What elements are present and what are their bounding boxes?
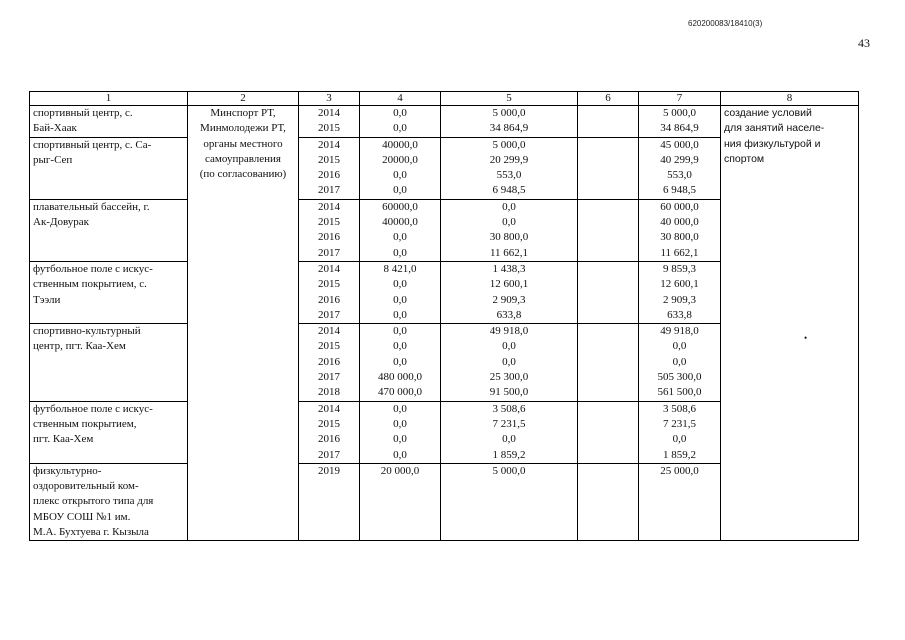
executor-cell — [188, 106, 299, 541]
cell-line: Минмолодежи РТ, — [200, 122, 286, 135]
cell-line: 6 948,5 — [663, 184, 696, 197]
object-name-cell — [30, 199, 188, 261]
amount-cell — [360, 137, 441, 199]
object-name-cell — [30, 137, 188, 199]
cell-line — [581, 277, 635, 292]
table-row — [30, 106, 859, 138]
cell-line: 49 918,0 — [489, 325, 529, 338]
cell-line: 30 800,0 — [489, 231, 529, 244]
cell-line: 60000,0 — [382, 200, 418, 213]
cell-line: 2016 — [318, 355, 340, 368]
cell-line — [581, 183, 635, 198]
cell-line: 91 500,0 — [489, 386, 529, 399]
amount-cell — [578, 324, 639, 401]
cell-line: 2014 — [318, 107, 340, 119]
amount-cell — [441, 324, 578, 401]
cell-line: 12 600,1 — [489, 278, 529, 291]
cell-line: 34 864,9 — [660, 122, 699, 135]
cell-line: футбольное поле с искус- — [33, 402, 153, 415]
cell-line: плекс открытого типа для — [33, 495, 154, 508]
header-cell: 7 — [639, 92, 721, 106]
cell-line — [581, 168, 635, 183]
cell-line: 0,0 — [393, 278, 407, 291]
cell-line — [581, 370, 635, 385]
cell-line: Бай-Хаак — [33, 122, 77, 135]
object-name-cell — [30, 106, 188, 138]
cell-line: спортивный центр, с. Са- — [33, 138, 152, 151]
cell-line: органы местного — [203, 137, 283, 150]
total-cell — [639, 401, 721, 463]
amount-cell — [441, 106, 578, 138]
cell-line — [581, 121, 635, 136]
amount-cell — [441, 261, 578, 323]
cell-line: 0,0 — [393, 355, 407, 368]
cell-line: 0,0 — [393, 231, 407, 244]
cell-line: 2016 — [318, 231, 340, 244]
cell-line — [581, 448, 635, 463]
cell-line: оздоровительный ком- — [33, 480, 139, 493]
cell-line: Ак-Довурак — [33, 216, 89, 229]
amount-cell — [578, 137, 639, 199]
cell-line: 0,0 — [672, 340, 687, 353]
total-cell — [639, 106, 721, 138]
cell-line: ния физкультурой и — [724, 137, 821, 150]
cell-line — [581, 339, 635, 354]
cell-line — [581, 153, 635, 168]
header-cell: 5 — [441, 92, 578, 106]
cell-line: 505 300,0 — [657, 371, 702, 384]
year-cell — [299, 261, 360, 323]
cell-line: 2015 — [318, 417, 340, 430]
amount-cell — [578, 261, 639, 323]
cell-line — [581, 293, 635, 308]
cell-line: 0,0 — [393, 325, 407, 338]
cell-line: 2015 — [318, 153, 340, 166]
cell-line: 480 000,0 — [378, 371, 422, 384]
cell-line: М.А. Бухтуева г. Кызыла — [33, 526, 149, 539]
cell-line: 0,0 — [502, 433, 516, 446]
object-name-cell — [30, 463, 188, 540]
cell-line: самоуправления — [205, 152, 281, 165]
header-cell: 8 — [721, 92, 859, 106]
cell-line: 40 299,9 — [660, 153, 699, 166]
cell-line — [581, 230, 635, 245]
amount-cell — [578, 401, 639, 463]
cell-line: 633,8 — [496, 308, 522, 321]
cell-line: 0,0 — [502, 340, 516, 353]
cell-line: 2014 — [318, 325, 340, 338]
cell-line: 0,0 — [393, 169, 407, 182]
cell-line: 5 000,0 — [492, 464, 526, 477]
page-number: 43 — [858, 36, 870, 50]
cell-line: 1 438,3 — [492, 262, 526, 275]
amount-cell — [441, 401, 578, 463]
cell-line — [581, 417, 635, 432]
object-name-cell — [30, 401, 188, 463]
amount-cell — [578, 199, 639, 261]
cell-line: 2014 — [318, 402, 340, 415]
cell-line: 0,0 — [393, 184, 407, 197]
cell-line: 20 000,0 — [380, 464, 420, 477]
cell-line: 40000,0 — [382, 216, 418, 229]
cell-line: 0,0 — [393, 122, 407, 135]
cell-line: Минспорт РТ, — [210, 107, 276, 119]
cell-line: 9 859,3 — [663, 262, 696, 275]
amount-cell — [578, 106, 639, 138]
cell-line: 7 231,5 — [663, 417, 696, 430]
cell-line — [581, 464, 635, 479]
object-name-cell — [30, 324, 188, 401]
cell-line: 2015 — [318, 340, 340, 353]
document-id: 620200083/18410(3) — [688, 19, 763, 28]
amount-cell — [360, 261, 441, 323]
cell-line: спортивный центр, с. — [33, 107, 133, 119]
header-cell: 4 — [360, 92, 441, 106]
amount-cell — [441, 137, 578, 199]
amount-cell — [441, 463, 578, 540]
cell-line: 5 000,0 — [492, 107, 526, 119]
cell-line: 2017 — [318, 371, 340, 384]
cell-line — [581, 324, 635, 339]
cell-line: спортом — [724, 152, 765, 165]
header-cell: 1 — [30, 92, 188, 106]
cell-line: 2015 — [318, 216, 340, 229]
cell-line: 7 231,5 — [492, 417, 526, 430]
amount-cell — [360, 401, 441, 463]
cell-line: 45 000,0 — [660, 138, 699, 151]
cell-line — [581, 262, 635, 277]
year-cell — [299, 463, 360, 540]
year-cell — [299, 324, 360, 401]
cell-line: физкультурно- — [33, 464, 102, 477]
amount-cell — [360, 324, 441, 401]
cell-line: 1 859,2 — [492, 448, 526, 461]
cell-line: рыг-Сеп — [33, 153, 73, 166]
cell-line: 2014 — [318, 200, 340, 213]
header-cell: 3 — [299, 92, 360, 106]
cell-line: 0,0 — [393, 433, 407, 446]
program-table — [29, 91, 859, 541]
cell-line: 470 000,0 — [378, 386, 422, 399]
cell-line: 2018 — [318, 386, 340, 399]
cell-line: 5 000,0 — [663, 107, 696, 119]
cell-line: 12 600,1 — [660, 278, 699, 291]
cell-line: ственным покрытием, с. — [33, 278, 147, 291]
cell-line: 20 299,9 — [489, 153, 529, 166]
cell-line: 2016 — [318, 169, 340, 182]
cell-line — [581, 138, 635, 153]
cell-line: 30 800,0 — [660, 231, 699, 244]
cell-line: 0,0 — [502, 355, 516, 368]
cell-line: 3 508,6 — [492, 402, 526, 415]
header-row — [30, 92, 859, 106]
cell-line: 0,0 — [393, 402, 407, 415]
cell-line: 20000,0 — [382, 153, 418, 166]
cell-line: 0,0 — [393, 448, 407, 461]
cell-line: 0,0 — [393, 293, 407, 306]
cell-line: 0,0 — [393, 308, 407, 321]
cell-line: МБОУ СОШ №1 им. — [33, 510, 131, 523]
scan-mark: • — [804, 333, 808, 343]
year-cell — [299, 401, 360, 463]
cell-line: футбольное поле с искус- — [33, 262, 153, 275]
cell-line: 25 300,0 — [489, 371, 529, 384]
cell-line: 40 000,0 — [660, 216, 699, 229]
cell-line — [581, 432, 635, 447]
purpose-cell — [721, 106, 859, 541]
cell-line: 8 421,0 — [383, 262, 417, 275]
cell-line — [581, 246, 635, 261]
cell-line: 5 000,0 — [492, 138, 526, 151]
cell-line: 2016 — [318, 293, 340, 306]
cell-line: 0,0 — [393, 107, 407, 119]
cell-line: 2015 — [318, 278, 340, 291]
cell-line: 0,0 — [393, 340, 407, 353]
header-cell: 6 — [578, 92, 639, 106]
cell-line: 25 000,0 — [660, 464, 699, 477]
cell-line — [581, 308, 635, 323]
header-cell: 2 — [188, 92, 299, 106]
cell-line: 0,0 — [393, 246, 407, 259]
cell-line — [581, 106, 635, 121]
cell-line — [581, 385, 635, 400]
cell-line: 0,0 — [672, 355, 687, 368]
cell-line: 2 909,3 — [492, 293, 526, 306]
year-cell — [299, 137, 360, 199]
cell-line: 2017 — [318, 308, 340, 321]
cell-line: 6 948,5 — [492, 184, 526, 197]
cell-line: 2014 — [318, 262, 340, 275]
cell-line: 3 508,6 — [663, 402, 696, 415]
cell-line: 11 662,1 — [489, 246, 529, 259]
object-name-cell — [30, 261, 188, 323]
cell-line: 2 909,3 — [663, 293, 696, 306]
year-cell — [299, 199, 360, 261]
cell-line: 633,8 — [667, 308, 692, 321]
cell-line: Тээли — [33, 293, 61, 306]
amount-cell — [578, 463, 639, 540]
cell-line: 0,0 — [502, 200, 516, 213]
cell-line: 2016 — [318, 433, 340, 446]
cell-line: 2017 — [318, 184, 340, 197]
cell-line: 2017 — [318, 246, 340, 259]
total-cell — [639, 137, 721, 199]
cell-line: пгт. Каа-Хем — [33, 433, 94, 446]
total-cell — [639, 261, 721, 323]
total-cell — [639, 199, 721, 261]
cell-line: 11 662,1 — [660, 246, 699, 259]
cell-line: 40000,0 — [382, 138, 418, 151]
amount-cell — [441, 199, 578, 261]
cell-line: 2015 — [318, 122, 340, 135]
cell-line — [581, 355, 635, 370]
total-cell — [639, 463, 721, 540]
cell-line — [581, 215, 635, 230]
cell-line: 34 864,9 — [489, 122, 529, 135]
cell-line: 0,0 — [502, 216, 516, 229]
cell-line: 553,0 — [496, 169, 522, 182]
cell-line: 561 500,0 — [657, 386, 702, 399]
cell-line: 1 859,2 — [663, 448, 696, 461]
amount-cell — [360, 106, 441, 138]
cell-line: 49 918,0 — [660, 325, 699, 338]
cell-line: 0,0 — [393, 417, 407, 430]
cell-line: плавательный бассейн, г. — [33, 200, 150, 213]
cell-line: (по согласованию) — [199, 168, 287, 181]
cell-line: 2019 — [318, 464, 340, 477]
cell-line: для занятий населе- — [724, 122, 825, 135]
cell-line: ственным покрытием, — [33, 417, 137, 430]
total-cell — [639, 324, 721, 401]
cell-line: создание условий — [724, 107, 812, 119]
amount-cell — [360, 199, 441, 261]
cell-line — [581, 200, 635, 215]
cell-line: 2014 — [318, 138, 340, 151]
cell-line: 2017 — [318, 448, 340, 461]
cell-line: спортивно-культурный — [33, 325, 141, 338]
cell-line: 553,0 — [667, 169, 692, 182]
cell-line: центр, пгт. Каа-Хем — [33, 340, 126, 353]
cell-line — [581, 402, 635, 417]
amount-cell — [360, 463, 441, 540]
cell-line: 0,0 — [672, 433, 687, 446]
year-cell — [299, 106, 360, 138]
cell-line: 60 000,0 — [660, 200, 699, 213]
